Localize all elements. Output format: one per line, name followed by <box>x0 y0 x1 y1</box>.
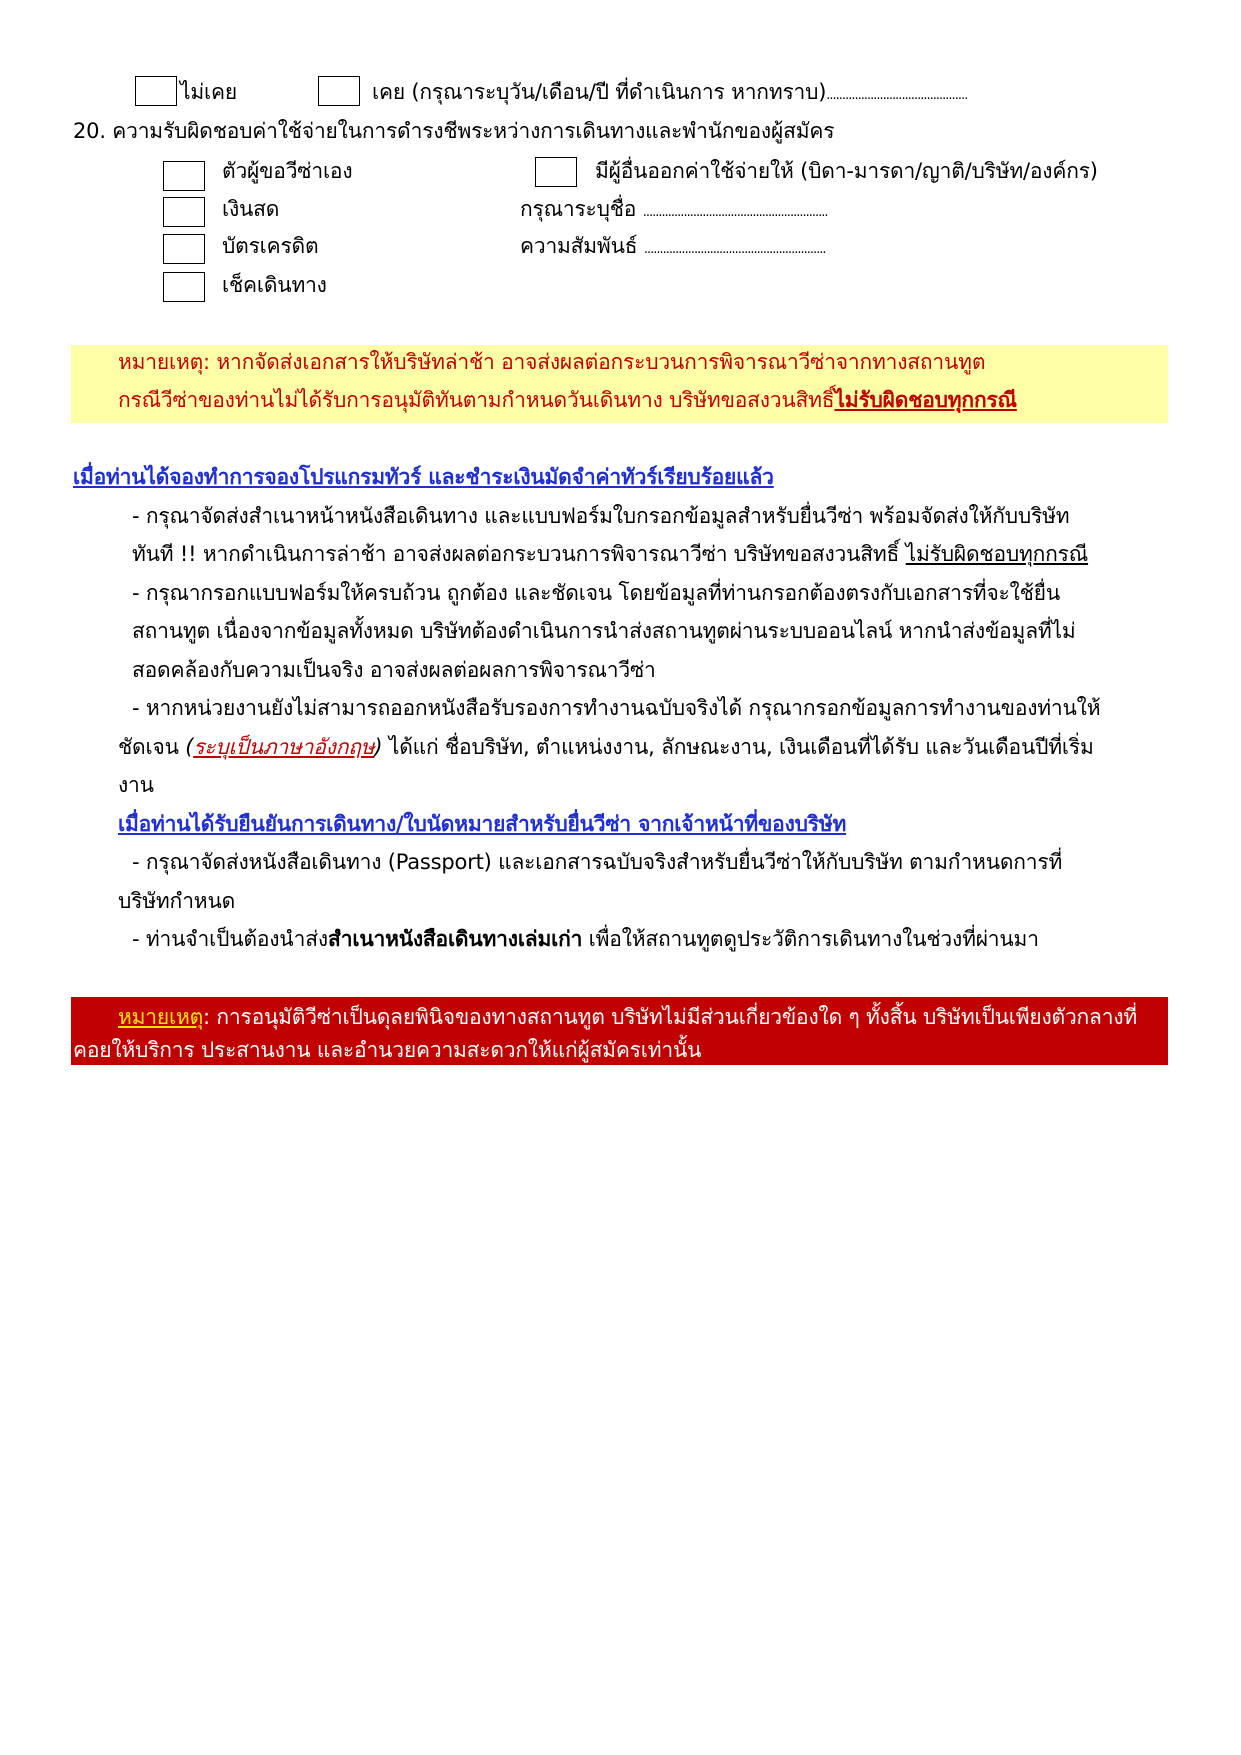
section1-b1-l2-text: ทันที !! หากดำเนินการล่าช้า อาจส่งผลต่อกระบวนการพิจารณาวีซ่า บริษัทขอสงวนสิทธิ์ <box>132 542 906 566</box>
cash-checkbox[interactable] <box>163 197 205 227</box>
section2-b1-l1: - กรุณาจัดส่งหนังสือเดินทาง (Passport) และเอกสารฉบับจริงสำหรับยื่นวีซ่าให้กับบริษัท ตามกำหนดการที่ <box>132 850 1063 874</box>
section1-b2-l1: - กรุณากรอกแบบฟอร์มให้ครบถ้วน ถูกต้อง และชัดเจน โดยข้อมูลที่ท่านกรอกต้องตรงกับเอกสารที่จะใช้ยื่น <box>132 581 1060 605</box>
credit-card-label: บัตรเครดิต <box>222 234 319 258</box>
never-label: ไม่เคย <box>180 80 237 104</box>
ever-label <box>372 78 967 110</box>
travel-cheque-checkbox[interactable] <box>163 272 205 302</box>
section2-b2-pre: - ท่านจำเป็นต้องนำส่ง <box>132 927 328 951</box>
relationship-label: ความสัมพันธ์ <box>520 234 638 258</box>
payer-name-label: กรุณาระบุชื่อ <box>520 197 637 221</box>
self-pay-checkbox[interactable] <box>163 161 205 191</box>
section2-heading: เมื่อท่านได้รับยืนยันการเดินทาง/ใบนัดหมายสำหรับยื่นวีซ่า จากเจ้าหน้าที่ของบริษัท <box>118 812 847 836</box>
section1-b3-l2-pre: ชัดเจน <box>118 735 186 759</box>
note1-line2-text: กรณีวีซ่าของท่านไม่ได้รับการอนุมัติทันตามกำหนดวันเดินทาง บริษัทขอสงวนสิทธิ์ <box>118 388 835 412</box>
english-note-open: ( <box>185 735 194 759</box>
cash-label: เงินสด <box>222 197 280 221</box>
section1-b3-l2 <box>118 733 1094 761</box>
section2-b2-post: เพื่อให้สถานทูตดูประวัติการเดินทางในช่วงที่ผ่านมา <box>582 927 1039 951</box>
old-passport-copy: สำเนาหนังสือเดินทางเล่มเก่า <box>327 927 583 951</box>
ever-label-text: เคย (กรุณาระบุวัน/เดือน/ปี ที่ดำเนินการ หากทราบ) <box>372 80 827 104</box>
section1-b2-l2: สถานทูต เนื่องจากข้อมูลทั้งหมด บริษัทต้องดำเนินการนำส่งสถานทูตผ่านระบบออนไลน์ หากนำส่งข้อมูลที่ไม่ <box>132 619 1076 643</box>
other-pay-label: มีผู้อื่นออกค่าใช้จ่ายให้ (บิดา-มารดา/ญาติ/บริษัท/องค์กร) <box>595 159 1098 183</box>
section1-b3-l3: งาน <box>118 773 154 797</box>
note1-disclaimer: ไม่รับผิดชอบทุกกรณี <box>834 388 1017 412</box>
other-pay-checkbox[interactable] <box>535 157 577 187</box>
section1-b3-l1: - หากหน่วยงานยังไม่สามารถออกหนังสือรับรองการทำงานฉบับจริงได้ กรุณากรอกข้อมูลการทำงานของท่านให้ <box>132 696 1101 720</box>
payer-name-field[interactable] <box>520 195 828 227</box>
never-checkbox[interactable] <box>135 76 177 106</box>
section1-heading: เมื่อท่านได้จองทำการจองโปรแกรมทัวร์ และชำระเงินมัดจำค่าทัวร์เรียบร้อยแล้ว <box>73 465 774 489</box>
note1-line1: หมายเหตุ: หากจัดส่งเอกสารให้บริษัทล่าช้า อาจส่งผลต่อกระบวนการพิจารณาวีซ่าจากทางสถานทูต <box>118 350 986 374</box>
relationship-fill-line: .......................................................... <box>643 242 826 257</box>
note2-label: หมายเหตุ <box>118 1005 204 1029</box>
note1-line2 <box>118 386 1017 414</box>
note2-line2: คอยให้บริการ ประสานงาน และอำนวยความสะดวกให้แก่ผู้สมัครเท่านั้น <box>73 1038 702 1062</box>
note2-line1 <box>118 1003 1137 1031</box>
section1-disclaimer: ไม่รับผิดชอบทุกกรณี <box>905 542 1089 566</box>
section1-b3-l2-post: ได้แก่ ชื่อบริษัท, ตำแหน่งงาน, ลักษณะงาน, เงินเดือนที่ได้รับ และวันเดือนปีที่เริ่ม <box>382 735 1094 759</box>
section1-b1-l1: - กรุณาจัดส่งสำเนาหน้าหนังสือเดินทาง และแบบฟอร์มใบกรอกข้อมูลสำหรับยื่นวีซ่า พร้อมจัดส่งให้กับบริษัท <box>132 504 1070 528</box>
section1-b1-l2 <box>132 540 1088 568</box>
section2-b1-l2: บริษัทกำหนด <box>118 889 236 913</box>
english-note-close: ) <box>374 735 383 759</box>
credit-card-checkbox[interactable] <box>163 234 205 264</box>
ever-date-fill-line: ............................................. <box>826 88 968 103</box>
question-20-title: 20. ความรับผิดชอบค่าใช้จ่ายในการดำรงชีพระหว่างการเดินทางและพำนักของผู้สมัคร <box>73 119 835 143</box>
travel-cheque-label: เช็คเดินทาง <box>222 273 327 297</box>
section1-b2-l3: สอดคล้องกับความเป็นจริง อาจส่งผลต่อผลการพิจารณาวีซ่า <box>132 658 656 682</box>
section2-b2 <box>132 925 1039 953</box>
payer-name-fill-line: ........................................................... <box>642 205 828 220</box>
relationship-field[interactable] <box>520 232 826 264</box>
note2-line1-text: : การอนุมัติวีซ่าเป็นดุลยพินิจของทางสถานทูต บริษัทไม่มีส่วนเกี่ยวข้องใด ๆ ทั้งสิ้น บริษัทเป็นเพียงตัวกลางที่ <box>203 1005 1138 1029</box>
ever-checkbox[interactable] <box>318 76 360 106</box>
self-pay-label: ตัวผู้ขอวีซ่าเอง <box>222 159 353 183</box>
english-note: ระบุเป็นภาษาอังกฤษ <box>193 735 375 759</box>
